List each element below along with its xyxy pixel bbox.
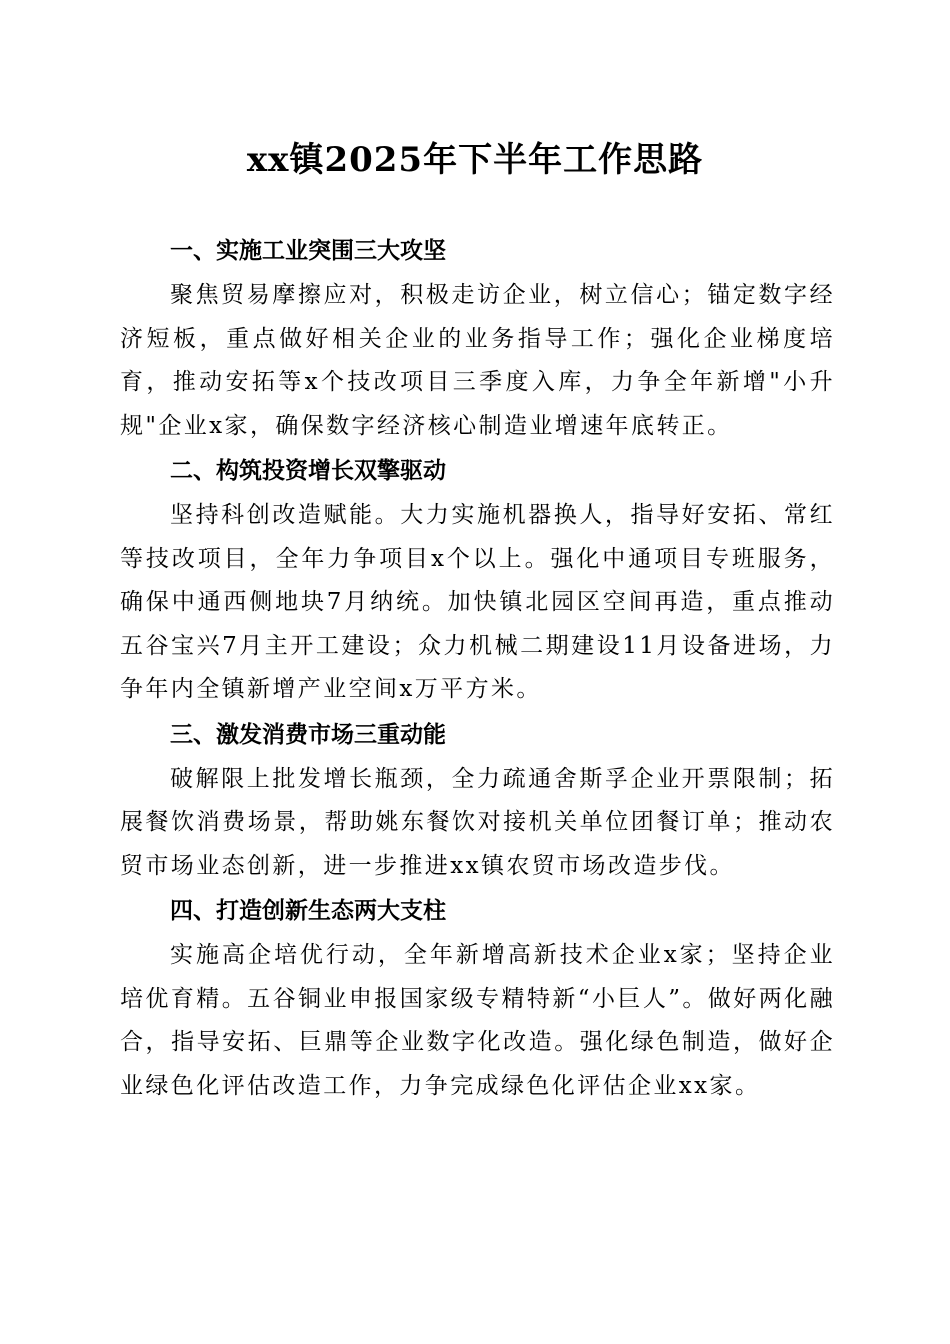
document-body	[120, 228, 835, 1108]
section-paragraph-1: 聚焦贸易摩擦应对，积极走访企业，树立信心；锚定数字经济短板，重点做好相关企业的业务指导工作；强化企业梯度培育，推动安拓等x个技改项目三季度入库，力争全年新增"小升规"企业x家，确保数字经济核心制造业增速年底转正。	[120, 282, 835, 439]
section-heading-1: 一、实施工业突围三大攻坚	[170, 238, 446, 264]
section-paragraph-3: 破解限上批发增长瓶颈，全力疏通舍斯孚企业开票限制；拓展餐饮消费场景，帮助姚东餐饮对接机关单位团餐订单；推动农贸市场业态创新，进一步推进xx镇农贸市场改造步伐。	[120, 765, 835, 879]
section-heading-4: 四、打造创新生态两大支柱	[170, 898, 446, 924]
section-heading-2: 二、构筑投资增长双擎驱动	[170, 458, 446, 484]
section-paragraph-4: 实施高企培优行动，全年新增高新技术企业x家；坚持企业培优育精。五谷铜业申报国家级专精特新“小巨人”。做好两化融合，指导安拓、巨鼎等企业数字化改造。强化绿色制造，做好企业绿色化评估改造工作，力争完成绿色化评估企业xx家。	[120, 942, 835, 1099]
section-paragraph-2: 坚持科创改造赋能。大力实施机器换人，指导好安拓、常红等技改项目，全年力争项目x个以上。强化中通项目专班服务，确保中通西侧地块7月纳统。加快镇北园区空间再造，重点推动五谷宝兴7月主开工建设；众力机械二期建设11月设备进场，力争年内全镇新增产业空间x万平方米。	[120, 502, 835, 702]
section-heading-3: 三、激发消费市场三重动能	[170, 721, 446, 748]
page-title: xx镇2025年下半年工作思路	[246, 140, 704, 180]
